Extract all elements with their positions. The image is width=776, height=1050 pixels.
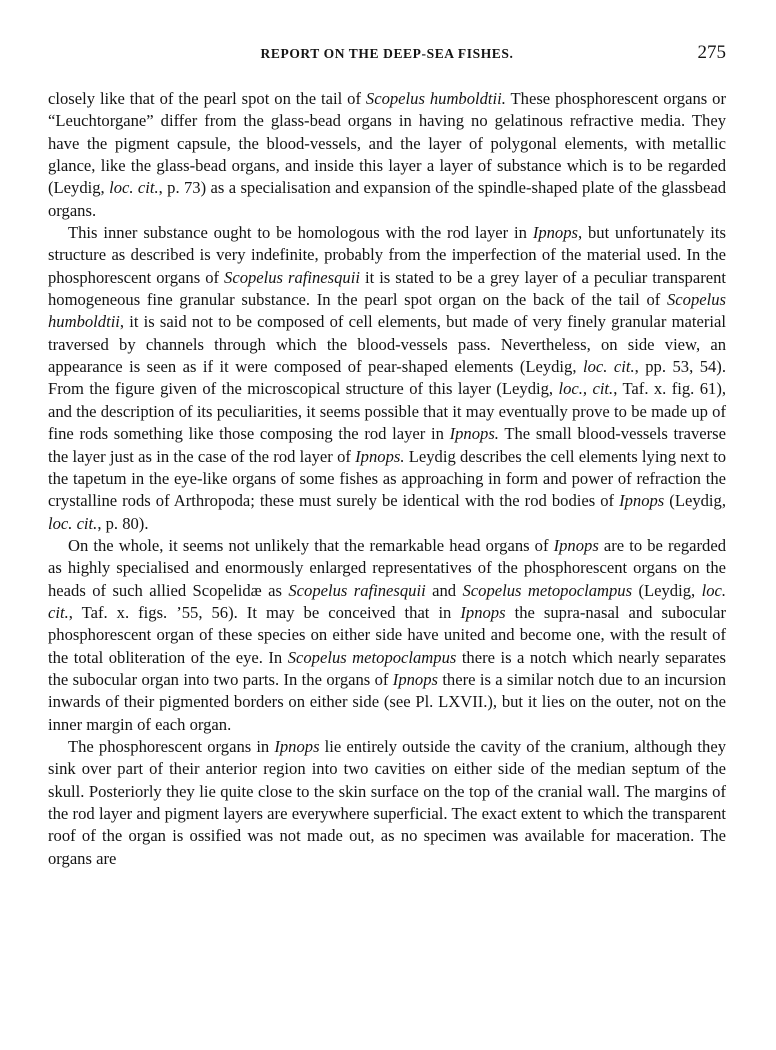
italic-term: Scopelus metopoclampus (287, 647, 457, 667)
text-run: closely like that of the pearl spot on the tail of (48, 89, 366, 108)
text-run: , pp. 53, 54). From the figure given of the microscopical structure of this layer (Leydig, (48, 357, 726, 399)
italic-term: loc. cit. (48, 513, 98, 533)
italic-term: Ipnops. (355, 446, 405, 466)
italic-term: Ipnops. (449, 424, 499, 444)
text-run: (Leydig, (664, 491, 726, 511)
text-run: , p. 73) as a specialisation and expansion of the spindle-shaped plate of the glassbead organs. (48, 178, 727, 220)
book-page (48, 40, 726, 870)
italic-term: Ipnops (460, 602, 506, 622)
text-run: and (425, 580, 463, 600)
text-run: This inner substance ought to be homologous with the rod layer in (68, 223, 533, 243)
text-run: are to be regarded as highly specialised and enormously enlarged representatives of the phosphorescent organs on the heads of such allied Scopelidæ as (48, 535, 726, 600)
italic-term: Ipnops (274, 736, 320, 756)
page-number: 275 (697, 42, 726, 63)
text-run: it is stated to be a grey layer of a peculiar transparent homogeneous fine granular substance. In the pearl spot organ on the back of the tail of (48, 267, 727, 310)
text-run: there is a notch which nearly separates the subocular organ into two parts. In the organs of (48, 647, 726, 689)
italic-term: Ipnops (619, 491, 665, 511)
paragraph (48, 535, 726, 736)
text-run: , it is said not to be composed of cell elements, but made of very finely granular material traversed by channels through which the blood-vessels pass. Nevertheless, on side view, an appearance is seen as if it were composed of pear-shaped elements (Leydig, (48, 312, 726, 377)
text-run: (Leydig, (632, 580, 702, 600)
text-run: , but unfortunately its structure as described is very indefinite, probably from the imperfection of the material used. In the phosphorescent organs of (48, 223, 726, 287)
running-title: REPORT ON THE DEEP-SEA FISHES. (260, 46, 514, 61)
text-run: , Taf. x. fig. 61), and the description of its peculiarities, it seems possible that it may eventually prove to be made up of fine rods something like those composing the rod layer in (48, 379, 726, 444)
italic-term: Scopelus humboldtii. (365, 89, 506, 108)
text-run: The small blood-vessels traverse the layer just as in the case of the rod layer of (48, 424, 726, 466)
italic-term: loc. cit. (48, 580, 726, 622)
italic-term: Ipnops (532, 223, 578, 243)
text-run: The phosphorescent organs in (68, 736, 275, 756)
italic-term: Scopelus metopoclampus (462, 580, 633, 600)
text-run: the supra-nasal and subocular phosphorescent organ of these species on either side have united and become one, with the result of the total obliteration of the eye. In (48, 602, 726, 667)
text-run: On the whole, it seems not unlikely that the remarkable head organs of (68, 535, 554, 555)
italic-term: Scopelus humboldtii (48, 290, 726, 332)
text-run: lie entirely outside the cavity of the cranium, although they sink over part of their anterior region into two cavities on either side of the median septum of the skull. Posteriorly they lie quite close to the skin surface on the top of the cranial wall. The margins of the rod layer and pigment layers are everywhere superficial. The exact extent to which the transparent roof of the organ is ossified was not made out, as no specimen was available for maceration. The organs are (48, 736, 726, 868)
italic-term: Ipnops (392, 669, 438, 689)
italic-term: loc. cit. (582, 357, 635, 377)
text-run: there is a similar notch due to an incursion inwards of their pigmented borders on either side (see Pl. LXVII.), but it lies on the outer, not on the inner margin of each organ. (48, 669, 727, 734)
italic-term: Ipnops (553, 535, 599, 555)
text-run: These phosphorescent organs or “Leuchtorgane” differ from the glass-bead organs in having no gelatinous refractive media. They have the pigment capsule, the blood-vessels, and the layer of polygonal elements, with metallic glance, like the glass-bead organs, and inside this layer a layer of substance which is to be regarded (Leydig, (48, 89, 726, 198)
text-run: , Taf. x. figs. ’55, 56). It may be conceived that in (68, 602, 461, 622)
italic-term: loc., cit. (558, 379, 614, 399)
italic-term: loc. cit. (109, 178, 159, 198)
paragraph (48, 88, 726, 222)
paragraph (48, 736, 726, 870)
text-run: , p. 80). (97, 513, 149, 533)
running-head (48, 40, 726, 70)
italic-term: Scopelus rafinesquii (224, 267, 360, 287)
text-run: Leydig describes the cell elements lying next to the tapetum in the eye-like organs of some fishes as approaching in form and power of refraction the crystalline rods of Arthropoda; these must surely be identical with the rod bodies of (48, 446, 727, 511)
paragraph (48, 222, 726, 535)
body-text (48, 88, 726, 870)
italic-term: Scopelus rafinesquii (288, 580, 426, 600)
